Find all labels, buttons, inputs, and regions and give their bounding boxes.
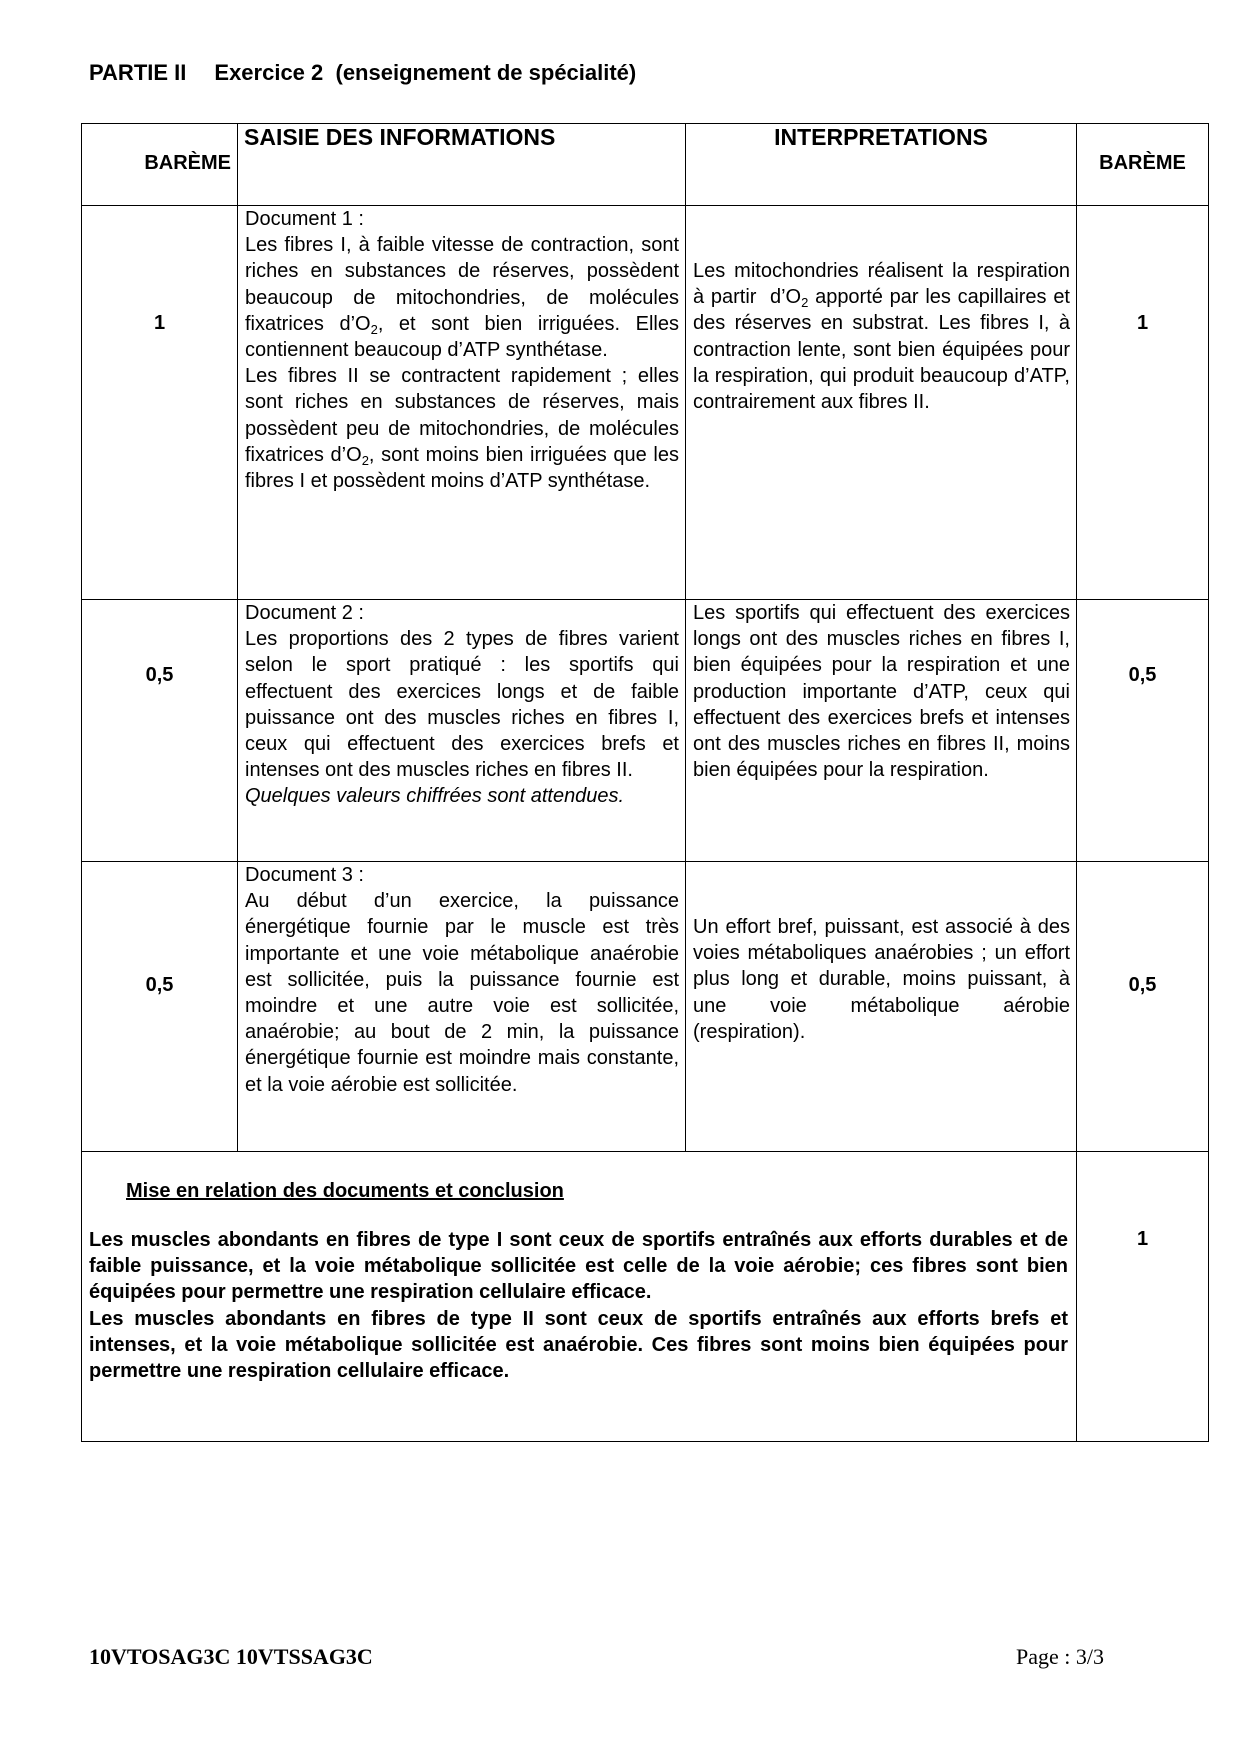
table-header-row xyxy=(82,124,1209,206)
conclusion-title: Mise en relation des documents et conclusion xyxy=(126,1180,564,1202)
score-left: 1 xyxy=(82,206,238,600)
bareme-left-header: BARÈME xyxy=(82,124,238,206)
score-right: 0,5 xyxy=(1077,862,1209,1152)
doc-title: Document 1 : xyxy=(245,208,364,230)
footer-page-number: Page : 3/3 xyxy=(1016,1644,1104,1669)
doc-title: Document 2 : xyxy=(245,602,364,624)
table-row-document-3 xyxy=(82,862,1209,1152)
table-row-conclusion xyxy=(82,1152,1209,1442)
score-left: 0,5 xyxy=(82,600,238,862)
conclusion-cell xyxy=(82,1152,1077,1442)
conclusion-score: 1 xyxy=(1077,1152,1209,1442)
interpretation-cell-2 xyxy=(686,600,1077,862)
interpretation-text: Les mitochondries réalisent la respiration à partir $d’O_2$ apporté par les capillaires et des réserves en substrat. Les fibres I, à contraction lente, sont bien équipées pour la respiration, qui produit beaucoup d’ATP, contrairement aux fibres II. xyxy=(693,260,1070,414)
exercise-title: Exercice 2 (enseignement de spécialité) xyxy=(214,60,637,85)
conclusion-paragraph-1: Les muscles abondants en fibres de type I sont ceux de sportifs entraînés aux efforts durables et de faible puissance, et la voie métabolique sollicitée est celle de la voie aérobie; ces fibres sont bien équipées pour permettre une respiration cellulaire efficace. xyxy=(89,1229,1068,1304)
score-right: 1 xyxy=(1077,206,1209,600)
note-text: Quelques valeurs chiffrées sont attendues. xyxy=(245,785,625,808)
saisie-text: Au début d’un exercice, la puissance énergétique fournie par le muscle est très importante et une voie métabolique anaérobie est sollicitée, puis la puissance fournie est moindre et une autre voie est sollicitée, anaérobie; au bout de 2 min, la puissance énergétique fournie est moindre mais constante, et la voie aérobie est sollicitée. xyxy=(245,890,679,1096)
footer-code: 10VTOSAG3C 10VTSSAG3C xyxy=(89,1644,373,1669)
saisie-text: Les fibres I, à faible vitesse de contraction, sont riches en substances de réserves, possèdent beaucoup de mitochondries, de molécules fixatrices $d’O_2$, et sont bien irriguées. Elles contiennent beaucoup d’ATP synthétase. Les fibres II se contractent rapidement ; elles sont riches en substances de réserves, mais possèdent peu de mitochondries, de molécules fixatrices $d’O_2$, sont moins bien irriguées que les fibres I et possèdent moins d’ATP synthétase. xyxy=(245,234,679,493)
table-row-document-2 xyxy=(82,600,1209,862)
interpretations-header: INTERPRETATIONS xyxy=(686,124,1077,206)
grading-table xyxy=(81,123,1209,1442)
doc-title: Document 3 : xyxy=(245,864,364,886)
score-left: 0,5 xyxy=(82,862,238,1152)
interpretation-text: Un effort bref, puissant, est associé à des voies métaboliques anaérobies ; un effort plus long et durable, moins puissant, à une voie métabolique aérobie (respiration). xyxy=(693,916,1070,1043)
bareme-right-header: BARÈME xyxy=(1077,124,1209,206)
interpretation-text: Les sportifs qui effectuent des exercices longs ont des muscles riches en fibres I, bien équipées pour la respiration et une production importante d’ATP, ceux qui effectuent des exercices brefs et intenses ont des muscles riches en fibres II, moins bien équipées pour la respiration. xyxy=(693,602,1070,782)
saisie-cell-1 xyxy=(238,206,686,600)
part-label: PARTIE II xyxy=(89,60,187,85)
score-right: 0,5 xyxy=(1077,600,1209,862)
table-row-document-1 xyxy=(82,206,1209,600)
interpretation-cell-3 xyxy=(686,862,1077,1152)
conclusion-body xyxy=(89,1227,1068,1384)
page-heading xyxy=(89,60,636,86)
saisie-text: Les proportions des 2 types de fibres varient selon le sport pratiqué : les sportifs qui effectuent des exercices longs et de faible puissance ont des muscles riches en fibres I, ceux qui effectuent des exercices brefs et intenses ont des muscles riches en fibres II. xyxy=(245,628,679,782)
saisie-cell-3 xyxy=(238,862,686,1152)
conclusion-paragraph-2: Les muscles abondants en fibres de type II sont ceux de sportifs entraînés aux efforts brefs et intenses, et la voie métabolique sollicitée est anaérobie. Ces fibres sont moins bien équipées pour permettre une respiration cellulaire efficace. xyxy=(89,1307,1068,1383)
saisie-cell-2 xyxy=(238,600,686,862)
interpretation-cell-1 xyxy=(686,206,1077,600)
saisie-header: SAISIE DES INFORMATIONS xyxy=(238,124,686,206)
